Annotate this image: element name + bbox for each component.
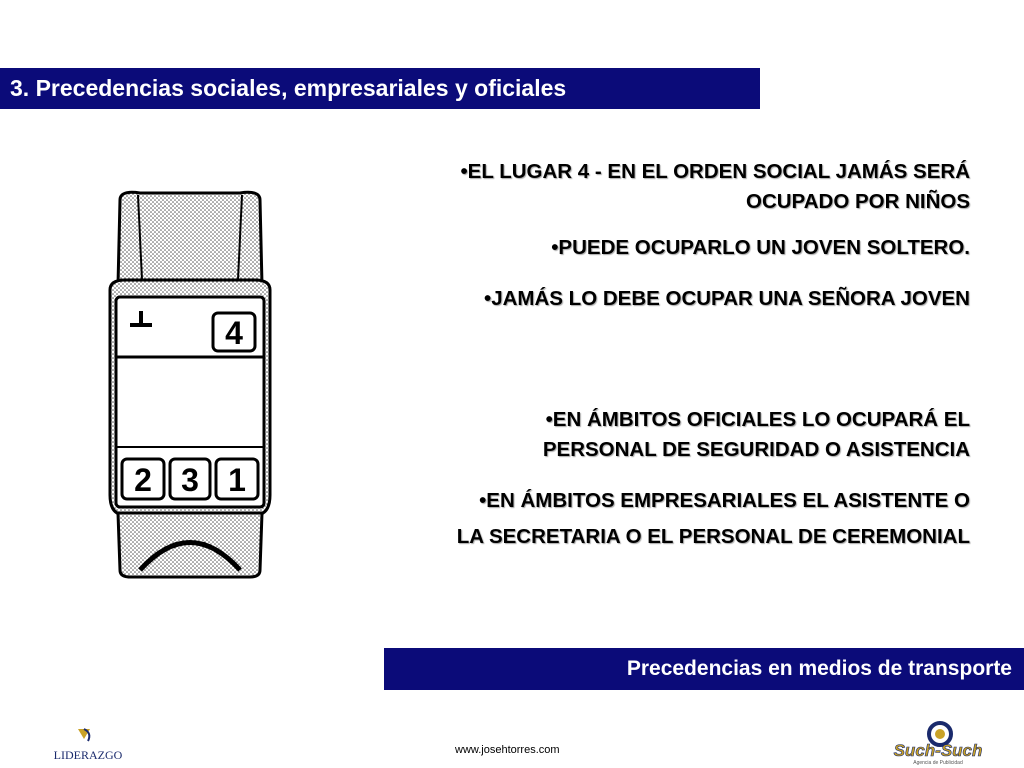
liderazgo-logo xyxy=(48,725,128,765)
website-url: www.josehtorres.com xyxy=(455,744,560,756)
car-seating-diagram xyxy=(100,185,280,580)
bullet-line: OCUPADO POR NIÑOS xyxy=(746,190,970,213)
seat-3-label: 3 xyxy=(181,462,199,498)
transport-precedence-link[interactable]: Precedencias en medios de transporte xyxy=(384,648,1024,690)
bullet-line: •EN ÁMBITOS OFICIALES LO OCUPARÁ EL xyxy=(545,408,970,431)
bullet-line: •EN ÁMBITOS EMPRESARIALES EL ASISTENTE O xyxy=(479,489,970,512)
bullet-line: •EL LUGAR 4 - EN EL ORDEN SOCIAL JAMÁS SERÁ xyxy=(460,160,970,183)
svg-text:LIDERAZGO: LIDERAZGO xyxy=(53,748,123,762)
seat-2-label: 2 xyxy=(134,462,152,498)
bullet-joven-soltero xyxy=(551,233,970,263)
svg-text:Agencia de Publicidad: Agencia de Publicidad xyxy=(913,760,963,766)
slide-title: 3. Precedencias sociales, empresariales y oficiales xyxy=(0,68,760,109)
such-such-logo xyxy=(888,720,988,766)
bullet-line: PERSONAL DE SEGURIDAD O ASISTENCIA xyxy=(542,438,970,461)
seat-1-label: 1 xyxy=(228,462,246,498)
bullet-ambitos-oficiales xyxy=(543,405,970,465)
bullet-line: •JAMÁS LO DEBE OCUPAR UNA SEÑORA JOVEN xyxy=(484,287,970,310)
bullet-line: LA SECRETARIA O EL PERSONAL DE CEREMONIAL xyxy=(456,525,970,548)
bullet-line: •PUEDE OCUPARLO UN JOVEN SOLTERO. xyxy=(551,236,970,259)
bullet-senora-joven xyxy=(484,284,970,314)
bullet-ambitos-empresariales xyxy=(457,483,970,555)
svg-text:Such-Such: Such-Such xyxy=(893,741,983,760)
bullet-lugar-4-ninos xyxy=(461,157,971,217)
seat-4-label: 4 xyxy=(225,315,243,351)
